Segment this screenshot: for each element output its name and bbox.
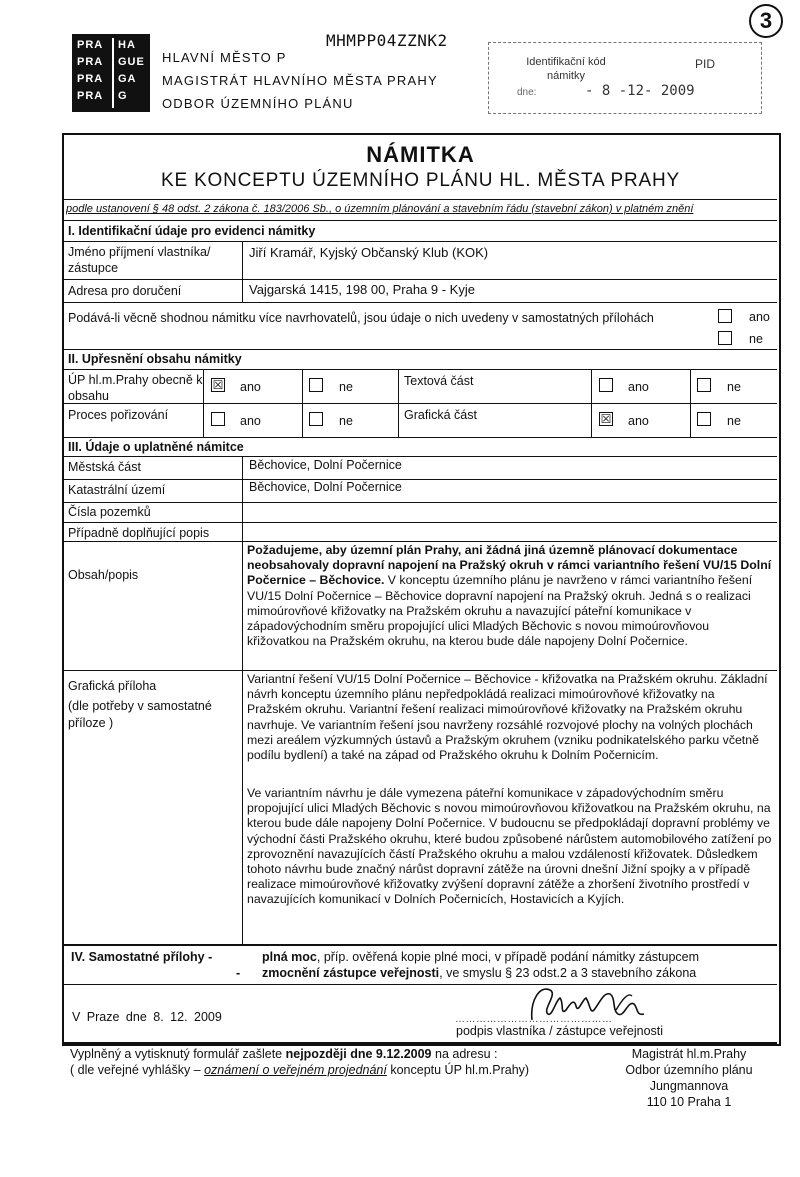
graphic-yes-checkbox[interactable]: ☒ [600, 412, 612, 426]
text-yes-label: ano [628, 380, 649, 394]
graphic-text-p2: Ve variantním návrhu je dále vymezena páteřní komunikace v západovýchodním směru propojující ulici Mladých Běchovic s novou mimoúrovňovou křižovatkou na Pražském okruhu, na kterou bude dále napojeny Dolní Počernice. V budoucnu se předpokládají dopravní problémy ve východní části Pražského okruhu, které budou způsobené nárůstem automobilového zatížení po zprovoznění navazujících částí Pražského okruhu a malou vzdáleností křižovatek. Důsledkem tohoto návrhu bude značný nárůst dopravní zátěže na úrovni dnešní Jižní spojky a v případě realizace mimoúrovňové křižovatky zvýšení dopravní zátěže a zhoršení životního prostředí v navazujících komunikací v Dolních Počernicích, Hostavicích a Kyjích. [247, 786, 772, 907]
logo-text: PRA [77, 39, 104, 51]
stamp-date-label: dne: [517, 87, 537, 98]
footer-instruction-pre: Vyplněný a vytisknutý formulář zašlete [70, 1047, 286, 1061]
address-line-4: 110 10 Praha 1 [646, 1095, 732, 1109]
form-title: NÁMITKA [366, 142, 475, 167]
stamp-pid-label: PID [695, 57, 716, 71]
multi-no-checkbox[interactable] [718, 331, 732, 345]
signature-line: ……………………………………… [455, 1014, 613, 1025]
graphic-no-checkbox[interactable] [697, 412, 711, 426]
page-number-circle: 3 [749, 4, 783, 38]
org-line-1: HLAVNÍ MĚSTO P [162, 50, 287, 65]
footer-note [70, 1063, 529, 1079]
address-line-1: Magistrát hl.m.Prahy [631, 1047, 747, 1061]
prague-logo [72, 34, 150, 112]
process-no-checkbox[interactable] [309, 412, 323, 426]
address-value: Vajgarská 1415, 198 00, Praha 9 - Kyje [249, 282, 475, 297]
text-part-label: Textová část [404, 374, 474, 388]
cadastral-value: Běchovice, Dolní Počernice [249, 480, 402, 494]
section-4-heading: IV. Samostatné přílohy - [71, 950, 213, 964]
graphic-attachment-note: (dle potřeby v samostatné příloze ) [68, 699, 212, 730]
public-representative-note: , ve smyslu § 23 odst.2 a 3 stavebního zákona [439, 966, 697, 980]
logo-text: GUE [118, 56, 145, 68]
process-yes-label: ano [240, 414, 261, 428]
address-line-2: Odbor územního plánu [625, 1063, 753, 1077]
legal-basis: podle ustanovení § 48 odst. 2 zákona č. 183/2006 Sb., o územním plánování a stavebním řádu (stavební zákon) v platném znění [66, 203, 694, 215]
content-text [247, 543, 772, 649]
owner-name-label: Jméno příjmení vlastníka/ zástupce [68, 245, 211, 275]
stamp-date: - 8 -12- 2009 [585, 83, 695, 99]
form-subtitle: KE KONCEPTU ÚZEMNÍHO PLÁNU HL. MĚSTA PRAHY [161, 170, 680, 191]
logo-text: HA [118, 39, 136, 51]
section-3-heading: III. Údaje o uplatněné námitce [68, 440, 244, 454]
general-yes-checkbox[interactable]: ☒ [212, 378, 224, 392]
general-content-label: ÚP hl.m.Prahy obecně k obsahu [68, 373, 203, 403]
registry-stamp [488, 42, 762, 114]
signature-caption: podpis vlastníka / zástupce veřejnosti [456, 1024, 664, 1038]
multi-yes-label: ano [749, 310, 770, 324]
content-description: V konceptu územního plánu je navrženo v rámci variantního řešení VU/15 Dolní Počernice – Běchovice dopravní napojení na Pražský okruh. Jedná s o realizaci mimoúrovňové křižovatky na Pražském okruhu a navazující páteřní komunikace v západovýchodním směru propojující ulici Mladých Běchovic s novou mimoúrovňovou křižovatkou na Pražském okruhu, na kterou bude dále napojeny Dolní Počernice. [247, 573, 753, 649]
multi-no-label: ne [749, 332, 763, 346]
logo-text: PRA [77, 73, 104, 85]
extra-description-label: Případně doplňující popis [68, 526, 210, 540]
logo-text: G [118, 90, 128, 102]
graphic-text-p1: Variantní řešení VU/15 Dolní Počernice – Běchovice - křižovatka na Pražském okruhu. Základní návrh konceptu územního plánu nepředpokládá realizaci mimoúrovňové křižovatky na Pražském okruhu. Variantní řešení realizaci mimoúrovňové křižovatky na Pražském okruhu navrhuje. Ve variantním řešení jsou navrženy rozsáhlé rozvojové plochy na volných plochách mezi areálem výzkumných ústavů a Pražským okruhem (vzniku podnikatelského parku včetně podílu bydlení) a také na západ od Pražského okruhu k Dolním Počernicím. [247, 672, 768, 763]
text-no-checkbox[interactable] [697, 378, 711, 392]
process-yes-checkbox[interactable] [211, 412, 225, 426]
section-4-dash: - [236, 966, 241, 980]
stamp-ident-label: Identifikační kód námitky [526, 56, 606, 82]
general-no-label: ne [339, 380, 353, 394]
multi-applicant-label: Podává-li věcně shodnou námitku více navrhovatelů, jsou údaje o nich uvedeny v samostatných přílohách [68, 311, 654, 325]
general-yes-label: ano [240, 380, 261, 394]
owner-name-value: Jiří Kramář, Kyjský Občanský Klub (KOK) [249, 245, 489, 260]
text-no-label: ne [727, 380, 741, 394]
org-line-2: MAGISTRÁT HLAVNÍHO MĚSTA PRAHY [162, 73, 438, 88]
footer-instruction [70, 1047, 498, 1063]
general-no-checkbox[interactable] [309, 378, 323, 392]
org-line-3: ODBOR ÚZEMNÍHO PLÁNU [162, 96, 354, 111]
deadline: nejpozději dne 9.12.2009 [285, 1047, 432, 1061]
section-1-heading: I. Identifikační údaje pro evidenci námitky [68, 224, 316, 238]
logo-text: GA [118, 73, 137, 85]
district-value: Běchovice, Dolní Počernice [249, 458, 402, 472]
cadastral-label: Katastrální území [68, 483, 166, 497]
graphic-no-label: ne [727, 414, 741, 428]
power-of-attorney: plná moc [262, 950, 317, 964]
process-label: Proces pořizování [68, 408, 169, 422]
public-notice-link[interactable]: oznámení o veřejném projednání [204, 1063, 387, 1077]
address-label: Adresa pro doručení [68, 284, 182, 298]
attachment-line-1 [262, 950, 699, 966]
content-demand: Požadujeme, aby územní plán Prahy, ani žádná jiná územně plánovací dokumentace neobsahovaly dopravní napojení na Pražský okruh v rámci variantního řešení VU/15 Dolní Počernice – Běchovice. [247, 543, 772, 588]
logo-text: PRA [77, 56, 104, 68]
logo-text: PRA [77, 90, 104, 102]
multi-yes-checkbox[interactable] [718, 309, 732, 323]
public-representative: zmocnění zástupce veřejnosti [262, 966, 440, 980]
power-of-attorney-note: , příp. ověřená kopie plné moci, v případě podání námitky zástupcem [316, 950, 700, 964]
text-yes-checkbox[interactable] [599, 378, 613, 392]
content-label: Obsah/popis [68, 568, 139, 582]
footer-note-post: konceptu ÚP hl.m.Prahy) [386, 1063, 530, 1077]
document-id: MHMPP04ZZNK2 [326, 31, 448, 50]
graphic-attachment-label: Grafická příloha [68, 679, 157, 693]
address-line-3: Jungmannova [649, 1079, 729, 1093]
plots-label: Čísla pozemků [68, 505, 151, 519]
place-and-date: V Praze dne 8. 12. 2009 [72, 1010, 222, 1024]
graphic-part-label: Grafická část [404, 408, 477, 422]
footer-instruction-post: na adresu : [431, 1047, 498, 1061]
section-2-heading: II. Upřesnění obsahu námitky [68, 352, 242, 366]
district-label: Městská část [68, 460, 141, 474]
graphic-yes-label: ano [628, 414, 649, 428]
footer-note-pre: ( dle veřejné vyhlášky – [70, 1063, 205, 1077]
process-no-label: ne [339, 414, 353, 428]
